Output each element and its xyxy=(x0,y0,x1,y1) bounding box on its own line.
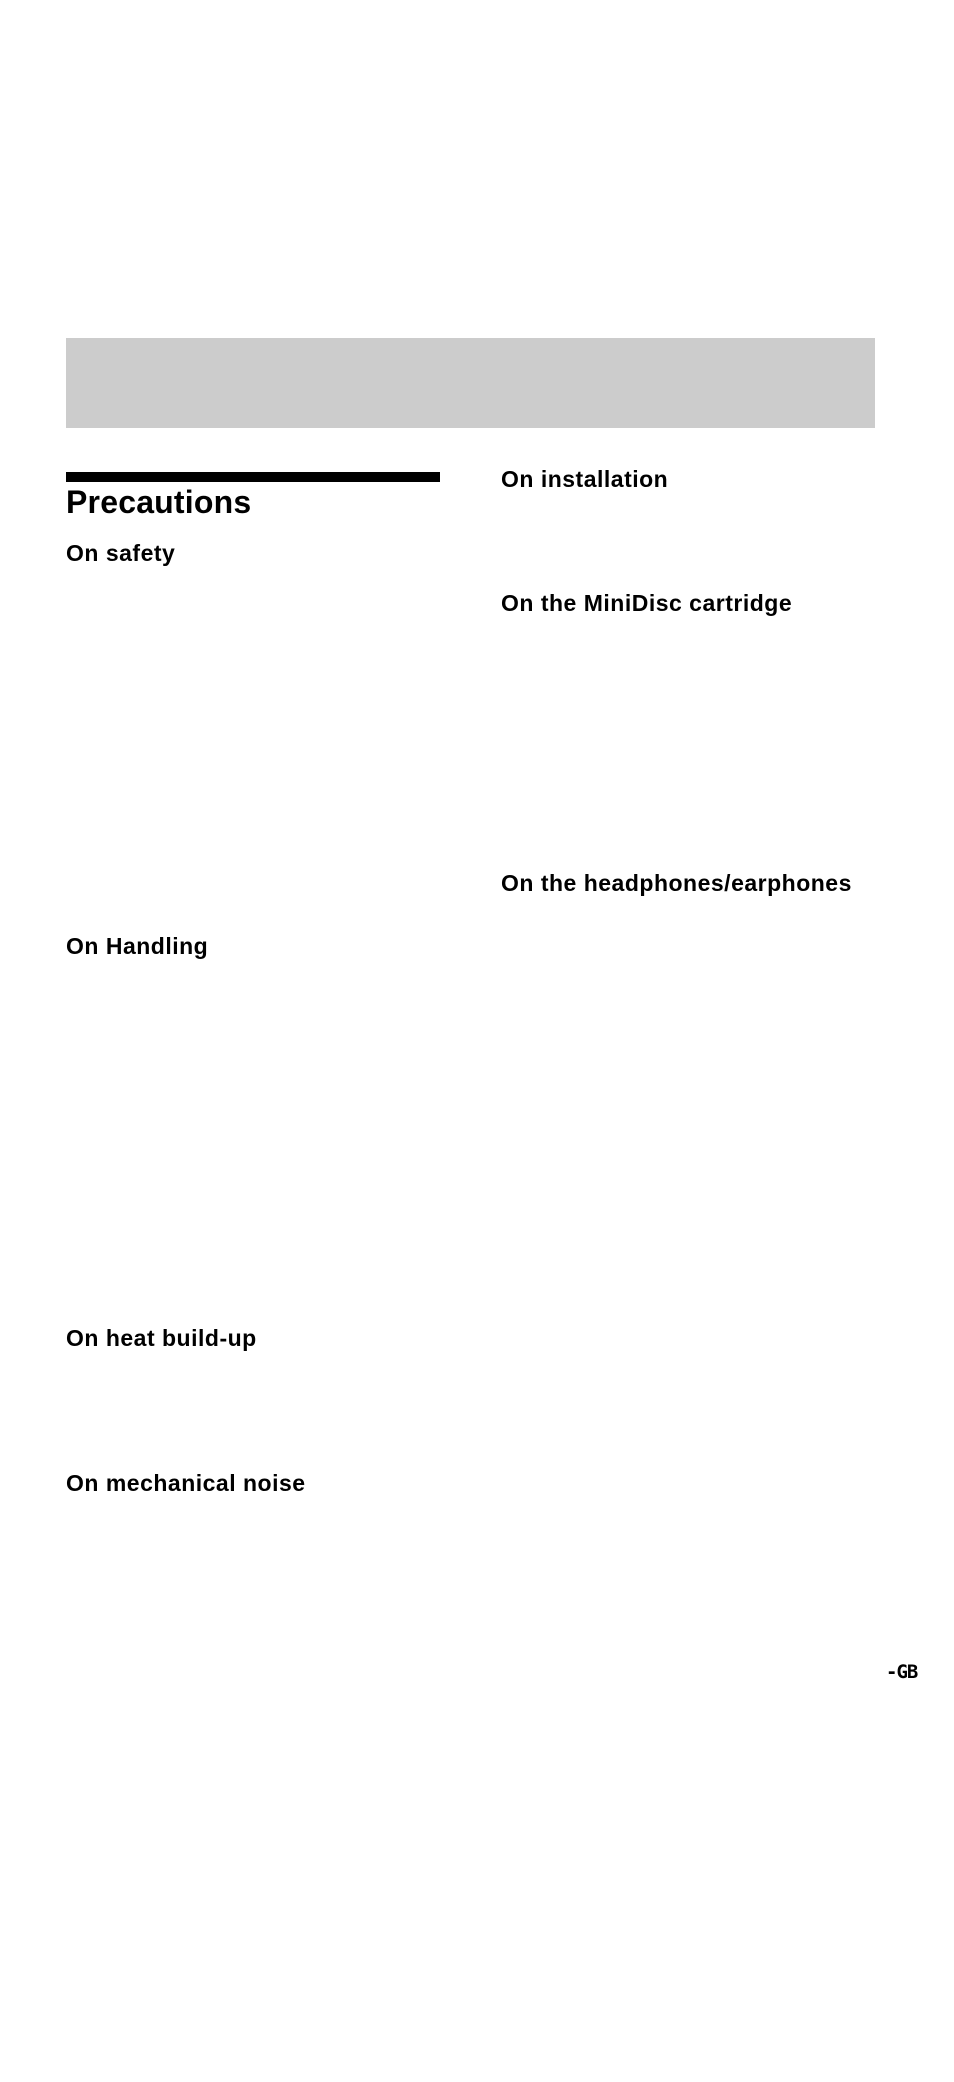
heading-on-minidisc-cartridge: On the MiniDisc cartridge xyxy=(501,590,793,616)
header-band xyxy=(66,338,875,428)
heading-on-headphones-earphones: On the headphones/earphones xyxy=(501,870,852,896)
title-rule xyxy=(66,472,440,482)
heading-on-heat-build-up: On heat build-up xyxy=(66,1325,257,1351)
page-title: Precautions xyxy=(66,484,252,520)
heading-on-safety: On safety xyxy=(66,540,176,566)
page-number-marker: -GB xyxy=(886,1661,918,1683)
heading-on-installation: On installation xyxy=(501,466,669,492)
heading-on-mechanical-noise: On mechanical noise xyxy=(66,1470,306,1496)
heading-on-handling: On Handling xyxy=(66,933,209,959)
